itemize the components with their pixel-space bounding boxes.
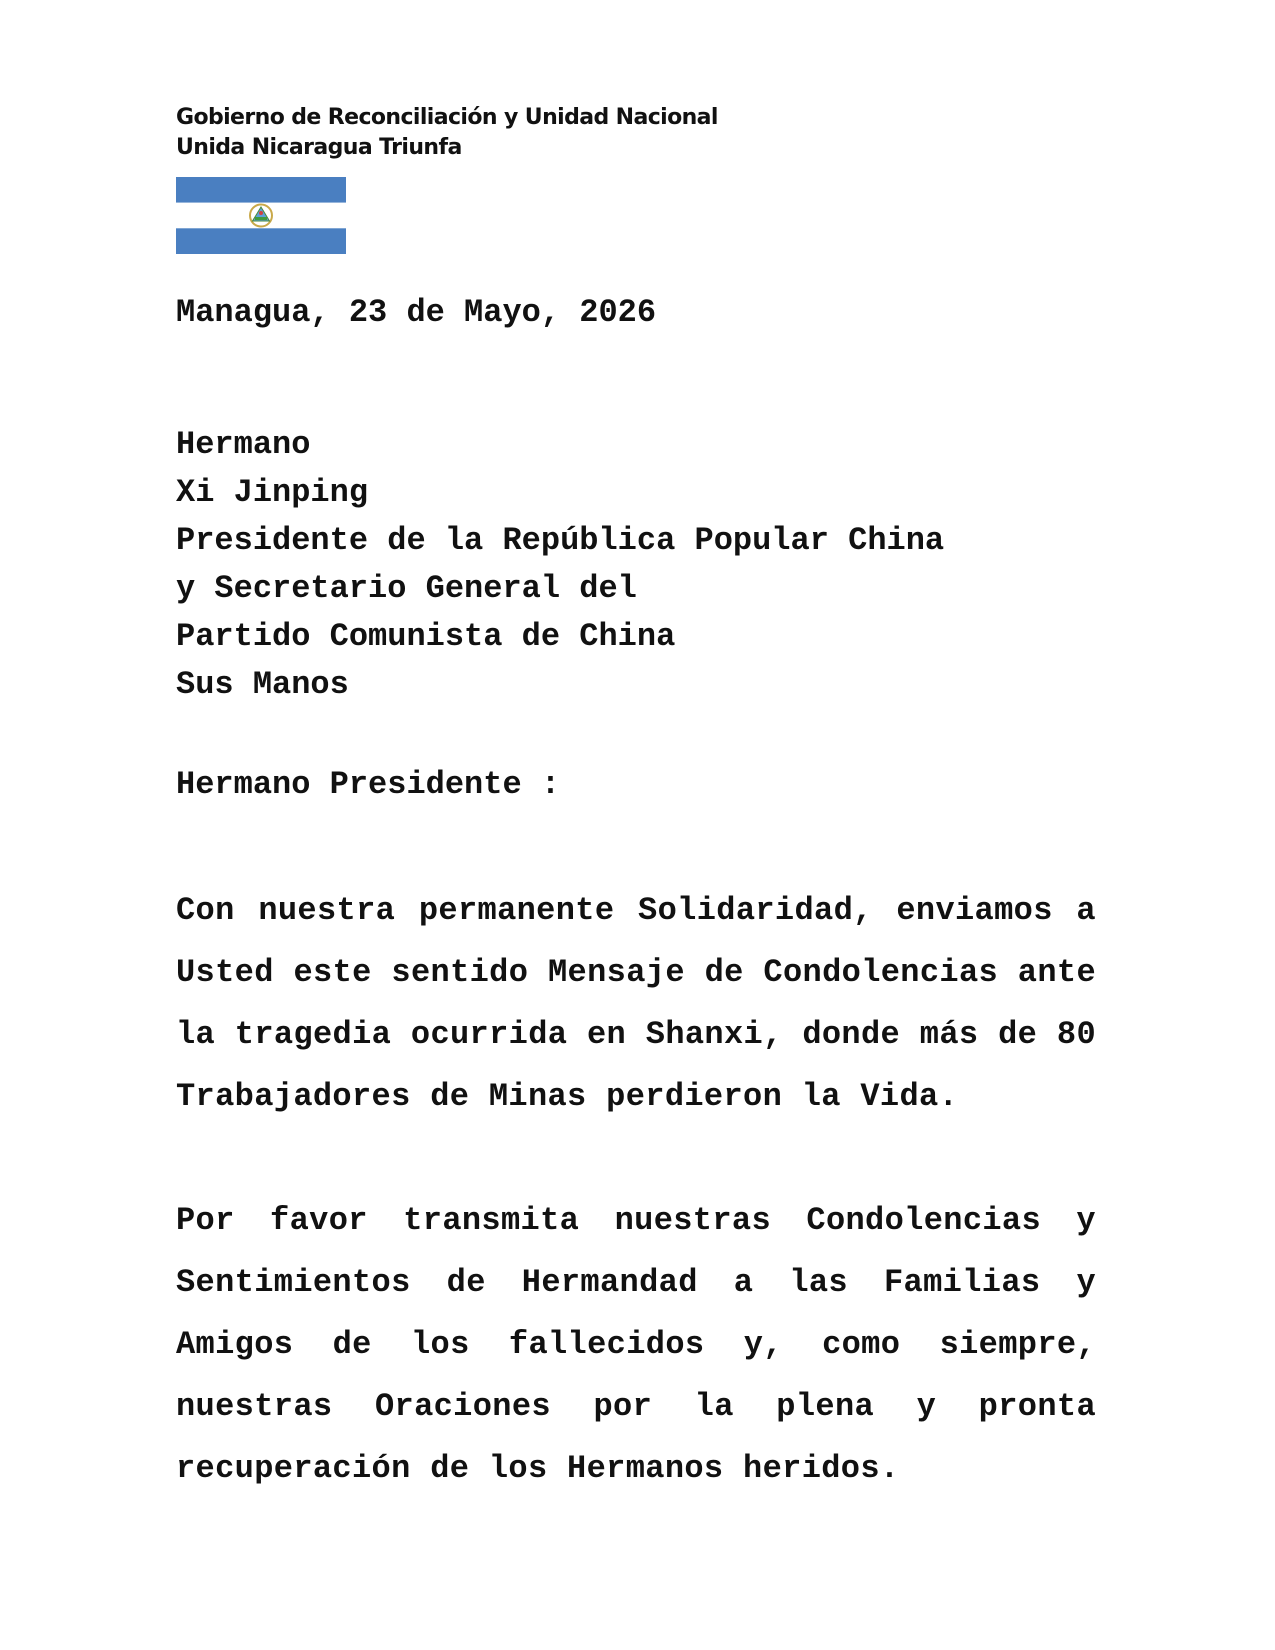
body-paragraph: Con nuestra permanente Solidaridad, enviamos a Usted este sentido Mensaje de Condolencias ante la tragedia ocurrida en Shanxi, donde más de 80 Trabajadores de Minas perdieron la Vida. bbox=[176, 892, 1096, 1115]
salutation: Hermano Presidente : bbox=[176, 766, 561, 803]
nicaragua-flag-icon bbox=[176, 177, 346, 254]
recipient-line: Sus Manos bbox=[176, 666, 349, 703]
recipient-line: Hermano bbox=[176, 426, 311, 463]
recipient-line: Partido Comunista de China bbox=[176, 618, 676, 655]
recipient-line: Presidente de la República Popular China bbox=[176, 522, 945, 559]
letterhead bbox=[176, 103, 718, 163]
body-paragraph: Por favor transmita nuestras Condolencias y Sentimientos de Hermandad a las Familias y Amigos de los fallecidos y, como siempre, nuestras Oraciones por la plena y pronta recuperación de los Hermanos heridos. bbox=[176, 1202, 1096, 1487]
recipient-line: y Secretario General del bbox=[176, 570, 637, 607]
letterhead-slogan: Unida Nicaragua Triunfa bbox=[176, 135, 462, 160]
recipient-block bbox=[176, 421, 944, 709]
recipient-line: Xi Jinping bbox=[176, 474, 369, 511]
letterhead-government-name: Gobierno de Reconciliación y Unidad Nacional bbox=[176, 105, 718, 130]
letter-date: Managua, 23 de Mayo, 2026 bbox=[176, 294, 657, 331]
